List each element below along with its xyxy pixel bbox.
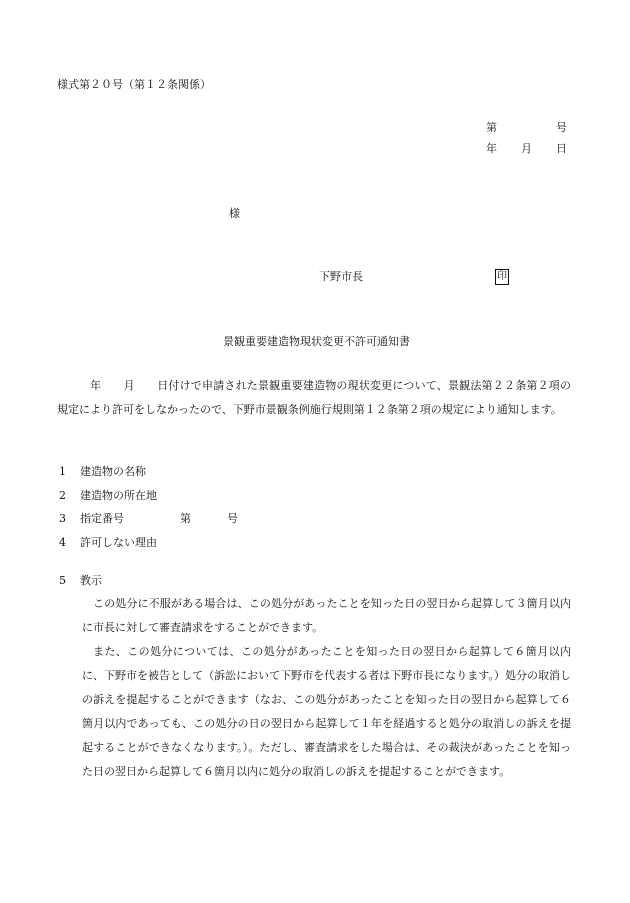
item-2-label: 建造物の所在地: [80, 489, 157, 502]
item-4-num: 4: [59, 536, 66, 549]
item-3-number-suffix: 号: [227, 512, 238, 525]
doc-number-prefix: 第: [486, 121, 497, 134]
doc-number-suffix: 号: [556, 121, 567, 134]
notice-text: [82, 592, 571, 784]
date-day: 日: [556, 142, 567, 155]
item-3-number-prefix: 第: [180, 512, 191, 525]
date-month: 月: [521, 142, 532, 155]
date-year: 年: [486, 142, 497, 155]
document-title: 景観重要建造物現状変更不許可通知書: [223, 335, 410, 348]
notice-heading: 教示: [80, 574, 102, 587]
seal-icon: 印: [495, 269, 509, 285]
body-text: [57, 374, 571, 422]
item-1-label: 建造物の名称: [80, 465, 146, 478]
form-label: 様式第２０号（第１２条関係）: [57, 78, 211, 91]
recipient-suffix: 様: [229, 207, 240, 220]
sender-title: 下野市長: [319, 270, 363, 283]
notice-paragraph-1: この処分に不服がある場合は、この処分があったことを知った日の翌日から起算して３箇月以内に市長に対して審査請求をすることができます。: [82, 597, 571, 634]
notice-paragraph-2: また、この処分については、この処分があったことを知った日の翌日から起算して６箇月以内に、下野市を被告として（訴訟において下野市を代表する者は下野市長になります。）処分の取消しの訴えを提起することができます（なお、この処分があったことを知った日の翌日から起算して６箇月以内であっても、この処分の日の翌日から起算して１年を経過すると処分の取消しの訴えを提起することができなくなります。）。ただし、審査請求をした場合は、その裁決があったことを知った日の翌日から起算して６箇月以内に処分の取消しの訴えを提起することができます。: [82, 645, 571, 778]
item-3-num: 3: [59, 512, 66, 525]
notice-num: 5: [59, 574, 66, 587]
item-4-label: 許可しない理由: [80, 536, 157, 549]
seal-mark: [495, 269, 509, 285]
item-2-num: 2: [59, 489, 66, 502]
body-paragraph: 年 月 日付けで申請された景観重要建造物の現状変更について、景観法第２２条第２項の規定により許可をしなかったので、下野市景観条例施行規則第１２条第２項の規定により通知します。: [57, 379, 571, 416]
item-3-label: 指定番号: [80, 512, 124, 525]
item-1-num: 1: [59, 465, 66, 478]
